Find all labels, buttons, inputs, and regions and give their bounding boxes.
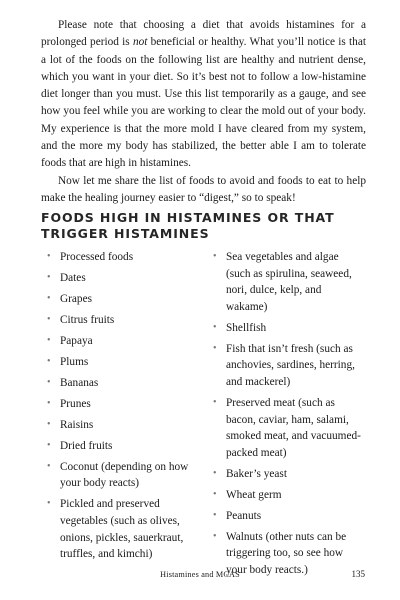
list-item-text: Citrus fruits bbox=[60, 313, 115, 326]
food-list-left bbox=[47, 249, 207, 567]
page-number: 135 bbox=[351, 569, 365, 579]
list-item-text: Grapes bbox=[60, 292, 92, 305]
body-text bbox=[41, 17, 366, 207]
list-item-text: Papaya bbox=[60, 334, 93, 347]
list-item-text: Bananas bbox=[60, 376, 99, 389]
list-item bbox=[47, 354, 207, 371]
list-item bbox=[213, 249, 365, 315]
list-item bbox=[47, 249, 207, 266]
list-item bbox=[213, 466, 365, 483]
list-item bbox=[47, 396, 207, 413]
bullet-icon: • bbox=[47, 439, 51, 451]
bullet-icon: • bbox=[213, 251, 217, 262]
list-item bbox=[47, 291, 207, 308]
list-item bbox=[47, 417, 207, 434]
bullet-icon: • bbox=[47, 334, 51, 346]
bullet-icon: • bbox=[213, 509, 217, 521]
list-item bbox=[213, 320, 365, 337]
bullet-icon: • bbox=[47, 418, 51, 430]
list-item-text: Dried fruits bbox=[60, 439, 113, 452]
bullet-icon: • bbox=[47, 292, 51, 304]
list-item-text: Plums bbox=[60, 355, 89, 368]
list-item bbox=[47, 312, 207, 329]
list-item-text: Sea vegetables and algae (such as spirulina, seaweed, nori, dulce, kelp, and wakame) bbox=[226, 251, 352, 313]
list-item bbox=[47, 375, 207, 392]
list-item bbox=[47, 333, 207, 350]
list-item bbox=[213, 508, 365, 525]
bullet-icon: • bbox=[47, 498, 51, 510]
list-item-text: Fish that isn’t fresh (such as anchovies, sardines, herring, and mackerel) bbox=[226, 342, 355, 388]
bullet-icon: • bbox=[47, 460, 51, 472]
bullet-icon: • bbox=[213, 530, 217, 542]
bullet-icon: • bbox=[213, 321, 217, 333]
list-item-text: Walnuts (other nuts can be triggering too, so see how your body reacts.) bbox=[226, 530, 347, 576]
list-item-text: Dates bbox=[60, 271, 86, 284]
list-item-text: Processed foods bbox=[60, 251, 134, 263]
bullet-icon: • bbox=[213, 467, 217, 479]
list-item-text: Pickled and preserved vegetables (such as olives, onions, pickles, sauerkraut, truffles, and kimchi) bbox=[60, 498, 184, 561]
food-list-right bbox=[213, 249, 365, 583]
paragraph-1-part-a: Please note that choosing a diet that avoids histamines for a prolonged period is bbox=[41, 19, 366, 49]
list-item-text: Coconut (depending on how your body reacts) bbox=[60, 460, 189, 490]
list-item bbox=[213, 395, 365, 461]
bullet-icon: • bbox=[213, 342, 217, 354]
bullet-icon: • bbox=[47, 355, 51, 367]
bullet-icon: • bbox=[213, 488, 217, 500]
list-item bbox=[47, 459, 207, 492]
paragraph-1-emphasis: not bbox=[132, 36, 148, 49]
paragraph-2: Now let me share the list of foods to avoid and foods to eat to help make the healing journey easier to “digest,” so to speak! bbox=[41, 174, 366, 204]
list-item-text: Prunes bbox=[60, 397, 91, 410]
bullet-icon: • bbox=[213, 396, 217, 408]
list-item bbox=[47, 270, 207, 287]
list-item-text: Peanuts bbox=[226, 509, 262, 522]
bullet-icon: • bbox=[47, 397, 51, 409]
list-item-text: Baker’s yeast bbox=[226, 467, 287, 480]
list-item-text: Preserved meat (such as bacon, caviar, ham, salami, smoked meat, and vacuumed-packed meat) bbox=[226, 396, 361, 459]
bullet-icon: • bbox=[47, 271, 51, 283]
list-item bbox=[47, 496, 207, 562]
list-item bbox=[213, 341, 365, 391]
bullet-icon: • bbox=[47, 251, 51, 262]
paragraph-1-part-b: beneficial or healthy. What you’ll notice is that a lot of the foods on the following list are healthy and nutrient dense, which you want in your diet. So it’s best not to follow a low-histamine diet longer than you must. Use this list temporarily as a gauge, and see how you feel while you are working to clear the mold out of your body. My experience is that the more mold I have cleared from my system, and the more my body has stabilized, the better able I am to tolerate foods that are high in histamines. bbox=[41, 36, 366, 170]
bullet-icon: • bbox=[47, 376, 51, 388]
paragraph-1 bbox=[41, 17, 366, 173]
running-footer-title: Histamines and MCAS bbox=[160, 570, 240, 579]
list-item-text: Raisins bbox=[60, 418, 94, 431]
list-item bbox=[47, 438, 207, 455]
bullet-icon: • bbox=[47, 313, 51, 325]
list-item-text: Wheat germ bbox=[226, 488, 282, 501]
list-item bbox=[213, 487, 365, 504]
list-item-text: Shellfish bbox=[226, 321, 267, 334]
section-heading: FOODS HIGH IN HISTAMINES OR THAT TRIGGER HISTAMINES bbox=[41, 210, 335, 241]
